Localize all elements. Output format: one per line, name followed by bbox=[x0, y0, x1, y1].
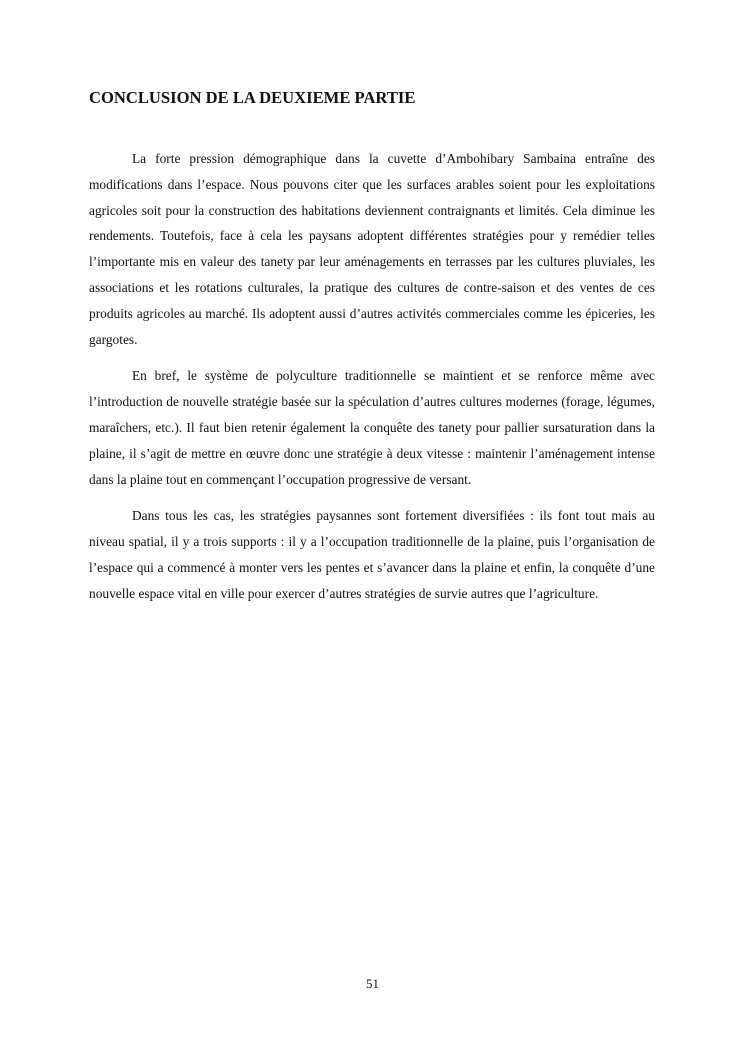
paragraph-2: En bref, le système de polyculture traditionnelle se maintient et se renforce même avec l’introduction de nouvelle stratégie basée sur la spéculation d’autres cultures modernes (forage, légumes, maraîchers, etc.). Il faut bien retenir également la conquête des tanety pour pallier sursaturation dans la plaine, il s’agit de mettre en œuvre donc une stratégie à deux vitesse : maintenir l’aménagement intense dans la plaine tout en commençant l’occupation progressive de versant. bbox=[89, 368, 655, 487]
page-number: 51 bbox=[366, 976, 379, 991]
paragraph-1: La forte pression démographique dans la cuvette d’Ambohibary Sambaina entraîne des modifications dans l’espace. Nous pouvons citer que les surfaces arables soient pour les exploitations agricoles soit pour la construction des habitations deviennent contraignants et limités. Cela diminue les rendements. Toutefois, face à cela les paysans adoptent différentes stratégies pour y remédier telles l’importante mis en valeur des tanety par leur aménagements en terrasses par les cultures pluviales, les associations et les rotations culturales, la pratique des cultures de contre-saison et des ventes de ces produits agricoles au marché. Ils adoptent aussi d’autres activités commerciales comme les épiceries, les gargotes. bbox=[89, 151, 655, 347]
section-heading: CONCLUSION DE LA DEUXIEME PARTIE bbox=[89, 88, 416, 107]
body-text bbox=[89, 146, 655, 618]
paragraph-3: Dans tous les cas, les stratégies paysannes sont fortement diversifiées : ils font tout mais au niveau spatial, il y a trois supports : il y a l’occupation traditionnelle de la plaine, puis l’organisation de l’espace qui a commencé à monter vers les pentes et s’avancer dans la plaine et enfin, la conquête d’une nouvelle espace vital en ville pour exercer d’autres stratégies de survie autres que l’agriculture. bbox=[89, 508, 655, 601]
